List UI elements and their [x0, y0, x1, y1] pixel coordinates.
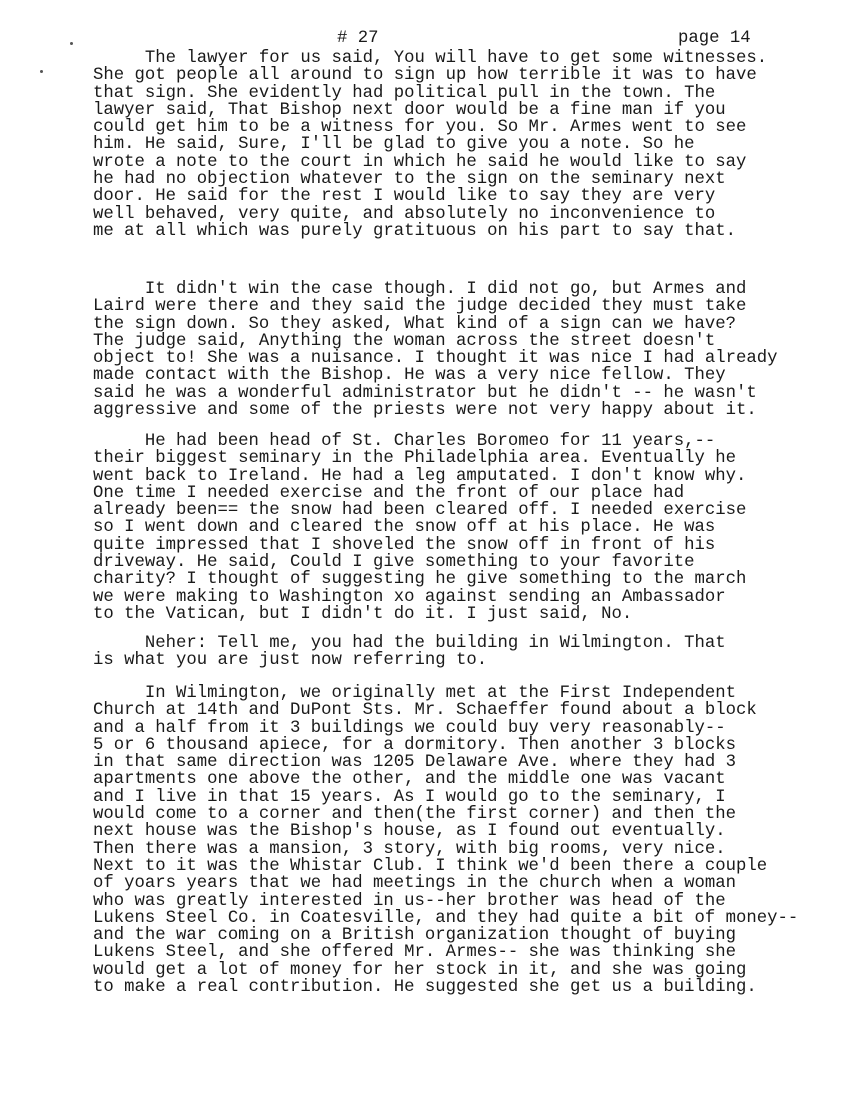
text-line: in that same direction was 1205 Delaware Ave. where they had 3 [93, 753, 736, 773]
text-line: wrote a note to the court in which he said he would like to say [93, 152, 747, 172]
scan-speck [40, 70, 43, 73]
text-line: Laird were there and they said the judge decided they must take [93, 297, 747, 317]
text-line: Church at 14th and DuPont Sts. Mr. Schaeffer found about a block [93, 701, 757, 721]
text-line: to make a real contribution. He suggested she get us a building. [93, 978, 757, 998]
text-line: said he was a wonderful administrator but he didn't -- he wasn't [93, 383, 757, 403]
text-line: would come to a corner and then(the first corner) and then the [93, 805, 736, 825]
text-line: quite impressed that I shoveled the snow off in front of his [93, 535, 716, 555]
text-line: Lukens Steel, and she offered Mr. Armes-- she was thinking she [93, 943, 736, 963]
text-line: and a half from it 3 buildings we could buy very reasonably-- [93, 718, 726, 738]
text-line: made contact with the Bishop. He was a very nice fellow. They [93, 366, 726, 386]
document-number: # 27 [337, 29, 379, 48]
paragraph [93, 281, 777, 419]
text-line: 5 or 6 thousand apiece, for a dormitory. Then another 3 blocks [93, 735, 736, 755]
text-line: well behaved, very quite, and absolutely no inconvenience to [93, 204, 716, 224]
text-line: Neher: Tell me, you had the building in Wilmington. That [93, 634, 726, 653]
text-line: who was greatly interested in us--her brother was head of the [93, 891, 726, 911]
text-line: could get him to be a witness for you. So Mr. Armes went to see [93, 118, 747, 138]
text-line: The lawyer for us said, You will have to get some witnesses. [93, 49, 768, 68]
paragraph [93, 685, 798, 996]
text-line: of yoars years that we had meetings in the church when a woman [93, 874, 736, 894]
text-line: lawyer said, That Bishop next door would be a fine man if you [93, 100, 726, 120]
text-line: object to! She was a nuisance. I thought it was nice I had already [93, 349, 778, 369]
text-line: and the war coming on a British organization thought of buying [93, 926, 736, 946]
text-line: me at all which was purely gratituous on his part to say that. [93, 221, 736, 241]
text-line: already been== the snow had been cleared off. I needed exercise [93, 501, 747, 521]
text-line: is what you are just now referring to. [93, 651, 488, 671]
scan-speck [70, 42, 73, 45]
text-line: She got people all around to sign up how terrible it was to have [93, 66, 757, 86]
text-line: aggressive and some of the priests were not very happy about it. [93, 401, 757, 421]
text-line: He had been head of St. Charles Boromeo for 11 years,-- [93, 432, 716, 451]
text-line: Then there was a mansion, 3 story, with big rooms, very nice. [93, 839, 726, 859]
text-line: he had no objection whatever to the sign on the seminary next [93, 170, 726, 190]
page-number: page 14 [678, 29, 751, 48]
text-line: Next to it was the Whistar Club. I think we'd been there a couple [93, 856, 768, 876]
text-line: It didn't win the case though. I did not go, but Armes and [93, 280, 747, 299]
text-line: The judge said, Anything the woman across the street doesn't [93, 331, 716, 351]
text-line: charity? I thought of suggesting he give something to the march [93, 570, 747, 590]
text-line: their biggest seminary in the Philadelphia area. Eventually he [93, 449, 736, 469]
text-line: apartments one above the other, and the middle one was vacant [93, 770, 726, 790]
text-line: him. He said, Sure, I'll be glad to give you a note. So he [93, 135, 695, 155]
paragraph [93, 433, 746, 623]
text-line: In Wilmington, we originally met at the First Independent [93, 684, 736, 703]
text-line: and I live in that 15 years. As I would go to the seminary, I [93, 787, 726, 807]
text-line: the sign down. So they asked, What kind of a sign can we have? [93, 314, 736, 334]
paragraph [93, 635, 726, 670]
text-line: One time I needed exercise and the front of our place had [93, 483, 685, 503]
text-line: would get a lot of money for her stock in it, and she was going [93, 960, 747, 980]
text-line: Lukens Steel Co. in Coatesville, and they had quite a bit of money-- [93, 908, 799, 928]
text-line: that sign. She evidently had political pull in the town. The [93, 83, 716, 103]
text-line: so I went down and cleared the snow off at his place. He was [93, 518, 716, 538]
paragraph [93, 50, 767, 240]
text-line: next house was the Bishop's house, as I found out eventually. [93, 822, 726, 842]
text-line: driveway. He said, Could I give something to your favorite [93, 553, 695, 573]
text-line: door. He said for the rest I would like to say they are very [93, 187, 716, 207]
text-line: we were making to Washington xo against sending an Ambassador [93, 587, 726, 607]
text-line: to the Vatican, but I didn't do it. I just said, No. [93, 604, 633, 624]
text-line: went back to Ireland. He had a leg amputated. I don't know why. [93, 466, 747, 486]
